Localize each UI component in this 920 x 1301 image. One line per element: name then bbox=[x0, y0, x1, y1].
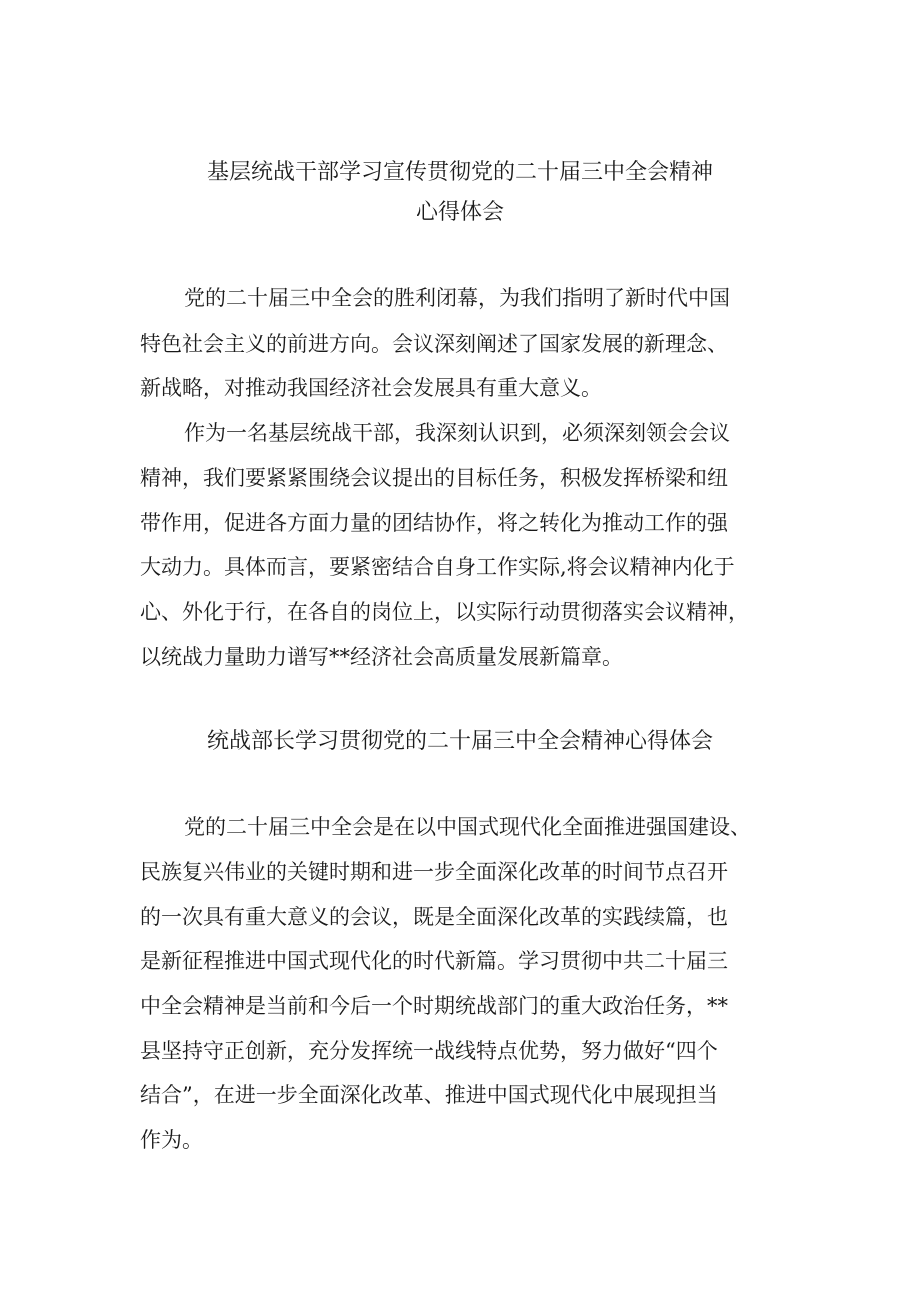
paragraph-line: 作为。 bbox=[140, 1128, 203, 1152]
paragraph-line: 带作用，促进各方面力量的团结协作，将之转化为推动工作的强 bbox=[140, 511, 728, 535]
paragraph-line: 党的二十届三中全会是在以中国式现代化全面推进强国建设、 bbox=[184, 815, 751, 839]
paragraph-line: 心、外化于行，在各自的岗位上，以实际行动贯彻落实会议精神， bbox=[140, 600, 749, 624]
article1-title-line2: 心得体会 bbox=[415, 200, 504, 225]
article1-title-line1: 基层统战干部学习宣传贯彻党的二十届三中全会精神 bbox=[206, 160, 713, 185]
paragraph-line: 大动力。具体而言，要紧密结合自身工作实际,将会议精神内化于 bbox=[140, 555, 735, 579]
paragraph-line: 新战略，对推动我国经济社会发展具有重大意义。 bbox=[140, 376, 602, 400]
paragraph-line: 中全会精神是当前和今后一个时期统战部门的重大政治任务，** bbox=[140, 994, 728, 1018]
paragraph-line: 县坚持守正创新，充分发挥统一战线特点优势，努力做好“四个 bbox=[140, 1039, 718, 1063]
paragraph-line: 民族复兴伟业的关键时期和进一步全面深化改革的时间节点召开 bbox=[140, 860, 728, 884]
paragraph-line: 结合”，在进一步全面深化改革、推进中国式现代化中展现担当 bbox=[140, 1083, 718, 1107]
paragraph-line: 是新征程推进中国式现代化的时代新篇。学习贯彻中共二十届三 bbox=[140, 949, 728, 973]
paragraph-line: 党的二十届三中全会的胜利闭幕，为我们指明了新时代中国 bbox=[184, 286, 730, 310]
paragraph-line: 特色社会主义的前进方向。会议深刻阐述了国家发展的新理念、 bbox=[140, 332, 728, 356]
paragraph-line: 的一次具有重大意义的会议，既是全面深化改革的实践续篇，也 bbox=[140, 905, 728, 929]
paragraph-line: 作为一名基层统战干部，我深刻认识到，必须深刻领会会议 bbox=[184, 421, 730, 445]
paragraph-line: 以统战力量助力谱写**经济社会高质量发展新篇章。 bbox=[140, 645, 623, 669]
paragraph-line: 精神，我们要紧紧围绕会议提出的目标任务，积极发挥桥梁和纽 bbox=[140, 466, 728, 490]
article2-title: 统战部长学习贯彻党的二十届三中全会精神心得体会 bbox=[206, 729, 713, 754]
